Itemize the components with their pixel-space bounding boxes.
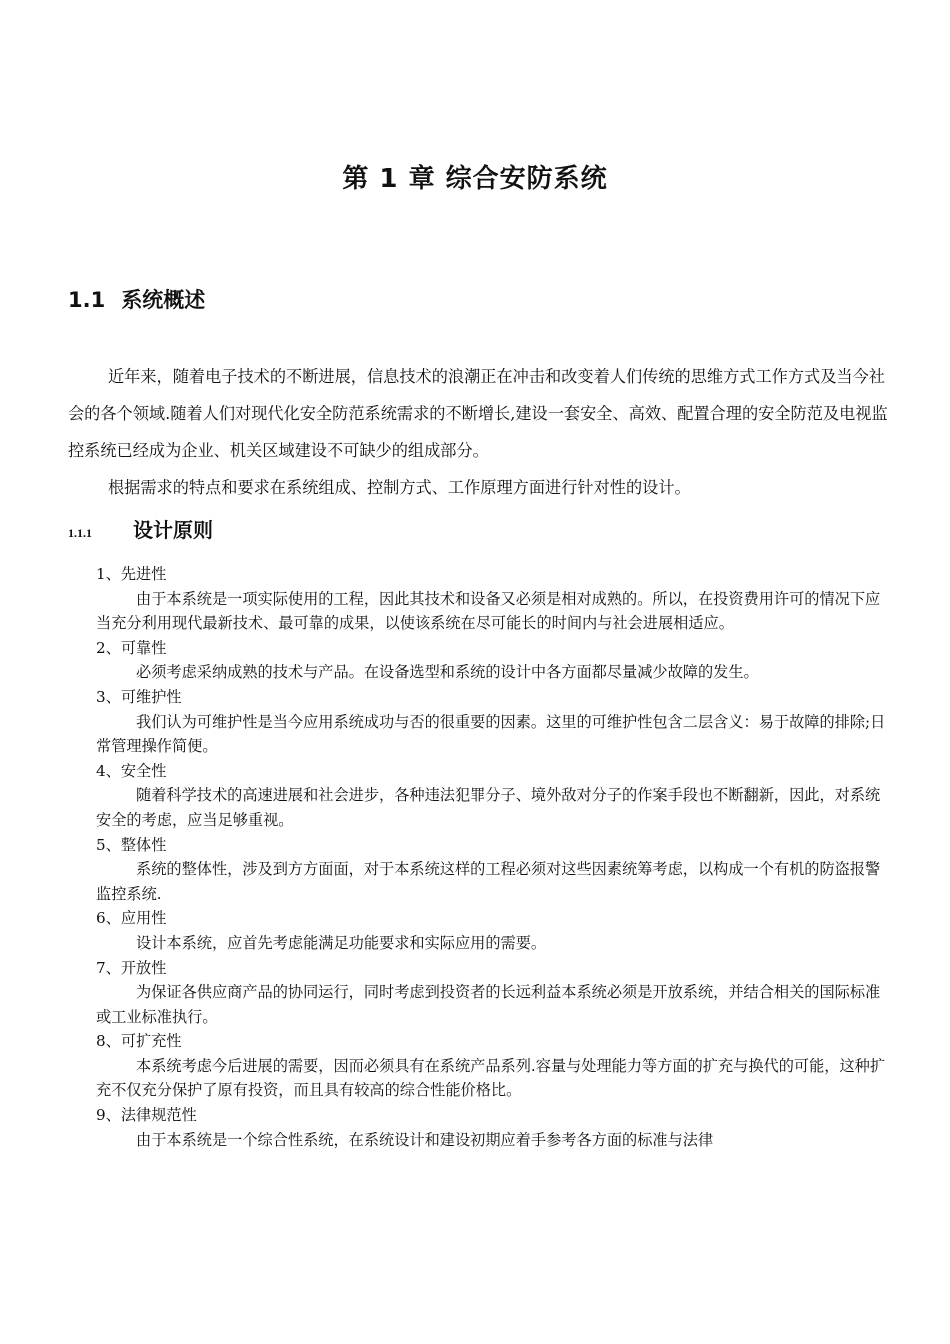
principle-title: 3、可维护性 bbox=[96, 687, 182, 706]
principle-body: 为保证各供应商产品的协同运行，同时考虑到投资者的长远利益本系统必须是开放系统，并结合相关的国际标准或工业标准执行。 bbox=[96, 983, 881, 1026]
principle-body: 由于本系统是一项实际使用的工程，因此其技术和设备又必须是相对成熟的。所以，在投资费用许可的情况下应当充分利用现代最新技术、最可靠的成果，以使该系统在尽可能长的时间内与社会进展相适应。 bbox=[96, 589, 881, 633]
principle-body: 我们认为可维护性是当今应用系统成功与否的很重要的因素。这里的可维护性包含二层含义：易于故障的排除;日常管理操作简便。 bbox=[96, 712, 886, 756]
principle-title: 2、可靠性 bbox=[96, 638, 167, 657]
principle-title: 6、应用性 bbox=[96, 909, 167, 928]
principle-title: 5、整体性 bbox=[96, 835, 167, 854]
intro-paragraph: 根据需求的特点和要求在系统组成、控制方式、工作原理方面进行针对性的设计。 bbox=[108, 478, 691, 497]
section-title: 系统概述 bbox=[121, 288, 206, 312]
principle-title: 9、法律规范性 bbox=[96, 1106, 197, 1125]
subsection-heading bbox=[68, 514, 213, 543]
subsection-title: 设计原则 bbox=[132, 518, 213, 542]
principle-title: 4、安全性 bbox=[96, 761, 167, 780]
principle-body: 系统的整体性，涉及到方方面面，对于本系统这样的工程必须对这些因素统筹考虑，以构成一个有机的防盗报警监控系统. bbox=[96, 860, 881, 903]
section-heading bbox=[68, 284, 205, 314]
principle-body: 随着科学技术的高速进展和社会进步，各种违法犯罪分子、境外敌对分子的作案手段也不断翻新，因此，对系统安全的考虑，应当足够重视。 bbox=[96, 786, 881, 829]
principle-title: 7、开放性 bbox=[96, 958, 167, 977]
intro-paragraph: 近年来，随着电子技术的不断进展，信息技术的浪潮正在冲击和改变着人们传统的思维方式工作方式及当今社会的各个领域.随着人们对现代化安全防范系统需求的不断增长,建设一套安全、高效、配置合理的安全防范及电视监控系统已经成为企业、机关区域建设不可缺少的组成部分。 bbox=[68, 367, 888, 460]
principle-body: 设计本系统，应首先考虑能满足功能要求和实际应用的需要。 bbox=[136, 933, 547, 952]
subsection-number: 1.1.1 bbox=[68, 526, 92, 540]
intro-text bbox=[68, 358, 894, 506]
principle-body: 必须考虑采纳成熟的技术与产品。在设备选型和系统的设计中各方面都尽量减少故障的发生。 bbox=[136, 663, 759, 682]
principle-body: 本系统考虑今后进展的需要，因而必须具有在系统产品系列.容量与处理能力等方面的扩充与换代的可能，这种扩充不仅充分保护了原有投资，而且具有较高的综合性能价格比。 bbox=[96, 1056, 886, 1100]
principle-title: 1、先进性 bbox=[96, 565, 167, 583]
principle-title: 8、可扩充性 bbox=[96, 1032, 182, 1051]
chapter-title: 第 1 章 综合安防系统 bbox=[342, 164, 608, 194]
principle-body: 由于本系统是一个综合性系统，在系统设计和建设初期应着手参考各方面的标准与法律 bbox=[136, 1130, 714, 1149]
design-principles-list bbox=[96, 562, 886, 1152]
section-number: 1.1 bbox=[68, 288, 106, 312]
